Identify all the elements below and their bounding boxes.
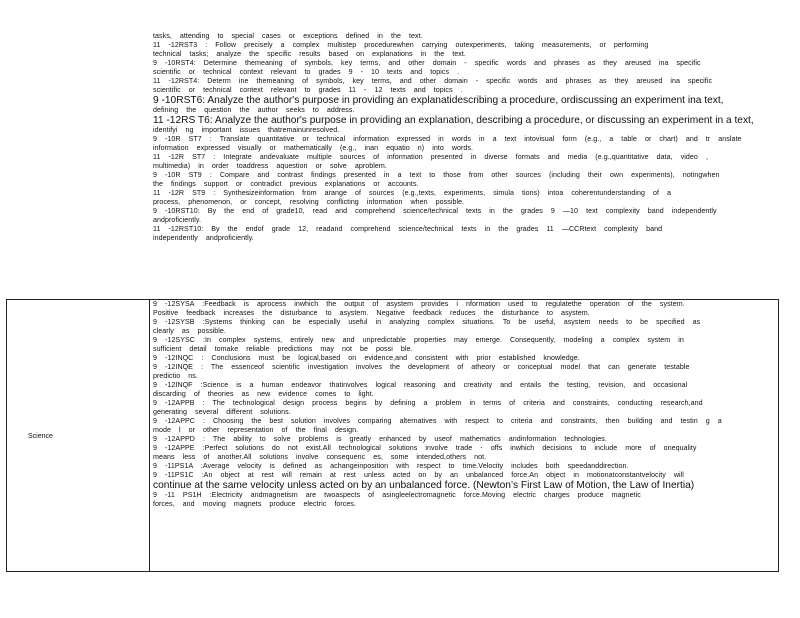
text-line: tasks, attending to special cases or exceptions defined in the text. xyxy=(153,32,423,40)
text-line: independently andproficiently. xyxy=(153,234,254,243)
text-line: generating several different solutions. xyxy=(153,408,291,416)
table-bottom-divider xyxy=(6,571,778,572)
text-line: process, phenomenon, or concept, resolving conflicting information when possible. xyxy=(153,198,465,207)
text-line: Positive feedback increases the disturbance to asystem. Negative feedback reduces the disturbance to asystem. xyxy=(153,309,590,317)
text-line: multimedia) in order toaddress aquestion or solve aproblem. xyxy=(153,162,387,171)
text-line: 9 -10RST4: Determine themeaning of symbols, key terms, and other domain - specific words and phrases as they areused ina specific xyxy=(153,59,701,67)
text-line: forces, and moving magnets produce electric forces. xyxy=(153,500,356,509)
text-line: scientific or technical context relevant to grades 11 - 12 texts and topics . xyxy=(153,86,463,94)
text-line: defining the question the author seeks to address. xyxy=(153,106,355,115)
text-line: 9 -12SYSA :Feedback is aprocess inwhich the output of asystem provides i nformation used to regulatethe operation of the system. xyxy=(153,300,685,308)
text-line: andproficiently. xyxy=(153,216,201,225)
text-line: mode l or other representation of the final design. xyxy=(153,426,359,434)
text-line: 9 -10RST6: Analyze the author's purpose in providing an explanatidescribing a procedure, ordiscussing an experiment ina text, xyxy=(153,95,724,106)
text-line: clearly as possible. xyxy=(153,327,226,335)
text-line: 9 -12INQF :Science is a human endeavor thatinvolves logical reasoning and creativity and entails the testing, revision, and occasional xyxy=(153,381,688,389)
text-line: the findings support or contradict previous explanations or accounts. xyxy=(153,180,419,189)
text-line: predictio ns. xyxy=(153,372,198,380)
text-line: 9 -11PS1C :An object at rest will remain at rest unless acted on by an unbalanced force.An object in motionatconstantvelocity will xyxy=(153,471,684,479)
standards-block-reading xyxy=(153,32,781,243)
subject-label: Science xyxy=(28,433,53,440)
text-line: 9 -11 PS1H :Electricity andmagnetism are twoaspects of asingleelectromagnetic force.Moving electric charges produce magnetic xyxy=(153,491,641,500)
text-line: information expressed visually or mathematically (e.g., inan equatio n) into words. xyxy=(153,144,474,153)
text-line: 9 -12INQE : The essenceof scientific investigation involves the development of atheory or conceptual model that can generate testable xyxy=(153,363,690,371)
text-line: 9 -12APPC : Choosing the best solution involves comparing alternatives with respect to criteria and constraints, then building and testin g a xyxy=(153,417,722,425)
text-line: scientific or technical context relevant to grades 9 - 10 texts and topics . xyxy=(153,68,460,76)
text-line: 11 -12RST4: Determ ine themeaning of symbols, key terms, and other domain - specific words and phrases as they areused ina specific xyxy=(153,77,713,85)
text-line: 9 -12SYSB :Systems thinking can be especially useful in analyzing complex situations. To be useful, asystem needs to be specified as xyxy=(153,318,701,326)
text-line: 9 -10R ST7 : Translate quantitative or technical information expressed in words in a text intovisual form (e.g., a table or chart) and tr anslate xyxy=(153,135,742,144)
text-line: 11 -12RST10: By the endof grade 12, readand comprehend science/technical texts in the grades 11 —CCRtext complexity band xyxy=(153,225,663,234)
text-line: discarding of theories as new evidence comes to light. xyxy=(153,390,374,398)
text-line: 9 -12SYSC :In complex systems, entirely new and unpredictable properties may emerge. Consequently, modeling a complex system in xyxy=(153,336,684,344)
text-line: continue at the same velocity unless acted on by an unbalanced force. (Newton’s First Law of Motion, the Law of Inertia) xyxy=(153,480,695,491)
text-line: 9 -12APPE :Perfect solutions do not exist.All technological solutions involve trade - offs inwhich decisions to include more of onequality xyxy=(153,444,697,452)
text-line: 9 -11PS1A :Average velocity is defined as achangeinposition with respect to time.Velocity includes both speedanddirection. xyxy=(153,462,629,470)
text-line: identifyi ng important issues thatremainunresolved. xyxy=(153,126,340,135)
text-line: 11 -12RS T6: Analyze the author's purpose in providing an explanation, describing a procedure, or discussing an experiment in a text, xyxy=(153,115,754,127)
text-line: 11 -12RST3 : Follow precisely a complex multistep procedurewhen carrying outexperiments, taking measurements, or performing xyxy=(153,41,649,49)
text-line: sufficient detail tomake reliable predictions may not be possi ble. xyxy=(153,345,413,353)
text-line: 9 -10RST10: By the end of grade10, read and comprehend science/technical texts in the grades 9 —10 text complexity band independently xyxy=(153,207,717,216)
text-line: 11 -12R ST9 : Synthesizeinformation from arange of sources (e.g.,texts, experiments, simula tions) intoa coherentunderstanding of a xyxy=(153,189,672,198)
text-line: 9 -12APPD : The ability to solve problems is greatly enhanced by useof mathematics andinformation technologies. xyxy=(153,435,607,443)
table-column-divider xyxy=(149,299,150,572)
standards-block-science xyxy=(153,300,781,509)
text-line: means less of another.All solutions involve consequenc es, some intended,others not. xyxy=(153,453,487,461)
table-left-border xyxy=(6,299,7,572)
text-line: 9 -10R ST9 : Compare and contrast findings presented in a text to those from other sources (including their own experiments), notingwhen xyxy=(153,171,720,180)
text-line: 9 -12INQC : Conclusions must be logical,based on evidence,and consistent with prior established knowledge. xyxy=(153,354,580,362)
text-line: 9 -12APPB : The technological design process begins by defining a problem in terms of criteria and constraints, conducting research,and xyxy=(153,399,703,407)
text-line: technical tasks; analyze the specific results based on explanations in the text. xyxy=(153,50,466,58)
text-line: 11 -12R ST7 : Integrate andevaluate multiple sources of information presented in diverse formats and media (e.g.,quantitative data, video , xyxy=(153,153,708,162)
